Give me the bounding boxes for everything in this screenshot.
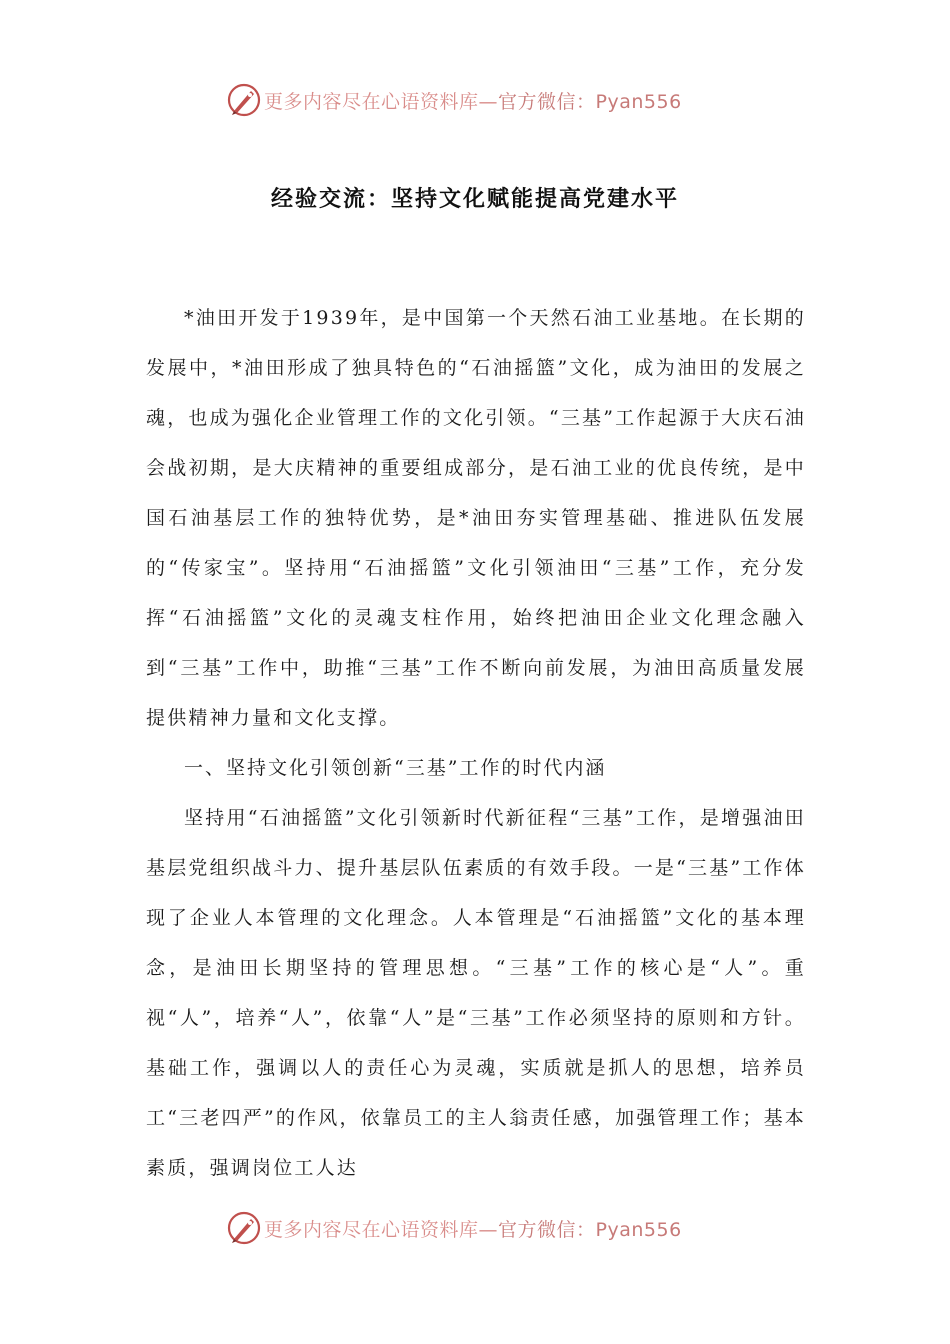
document-title: 经验交流：坚持文化赋能提高党建水平 bbox=[270, 187, 679, 212]
pen-circle-logo-icon bbox=[226, 1210, 262, 1246]
watermark-banner-bottom bbox=[0, 1208, 950, 1248]
watermark-text: 更多内容尽在心语资料库—官方微信：Pyan556 bbox=[264, 1218, 682, 1241]
pen-circle-logo-icon bbox=[226, 82, 262, 118]
paragraph-intro: *油田开发于1939年，是中国第一个天然石油工业基地。在长期的发展中，*油田形成了独具特色的“石油摇篮”文化，成为油田的发展之魂，也成为强化企业管理工作的文化引领。“三基”工作起源于大庆石油会战初期，是大庆精神的重要组成部分，是石油工业的优良传统，是中国石油基层工作的独特优势，是*油田夯实管理基础、推进队伍发展的“传家宝”。坚持用“石油摇篮”文化引领油田“三基”工作，充分发挥“石油摇篮”文化的灵魂支柱作用，始终把油田企业文化理念融入到“三基”工作中，助推“三基”工作不断向前发展，为油田高质量发展提供精神力量和文化支撑。 bbox=[146, 307, 806, 729]
document-body bbox=[146, 293, 806, 1193]
paragraph-section-1: 坚持用“石油摇篮”文化引领新时代新征程“三基”工作，是增强油田基层党组织战斗力、提升基层队伍素质的有效手段。一是“三基”工作体现了企业人本管理的文化理念。人本管理是“石油摇篮”文化的基本理念，是油田长期坚持的管理思想。“三基”工作的核心是“人”。重视“人”，培养“人”，依靠“人”是“三基”工作必须坚持的原则和方针。基础工作，强调以人的责任心为灵魂，实质就是抓人的思想，培养员工“三老四严”的作风，依靠员工的主人翁责任感，加强管理工作；基本素质，强调岗位工人达 bbox=[146, 807, 806, 1179]
watermark-text: 更多内容尽在心语资料库—官方微信：Pyan556 bbox=[264, 90, 682, 113]
watermark-banner-top bbox=[0, 80, 950, 120]
section-heading-1: 一、坚持文化引领创新“三基”工作的时代内涵 bbox=[184, 757, 607, 779]
